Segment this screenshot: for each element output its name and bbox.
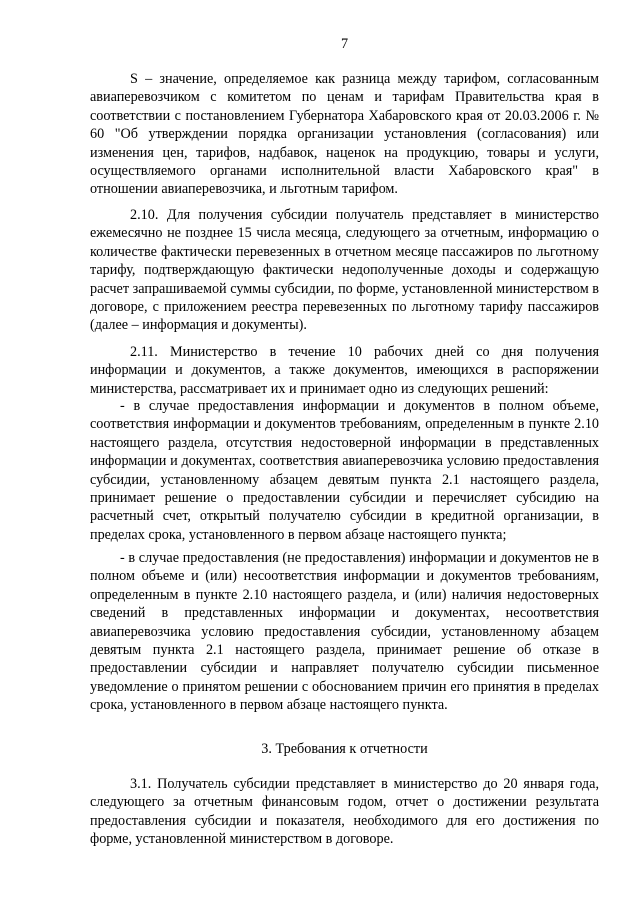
paragraph-2-10: 2.10. Для получения субсидии получатель представляет в министерство ежемесячно не позднее 15 числа месяца, следующего за отчетным, информацию о количестве фактически перевезенных в отчетном месяце пассажиров по льготному тарифу, подтверждающую фактически недополученные доходы и содержащую расчет запрашиваемой суммы субсидии, по форме, установленной министерством в договоре, с приложением реестра перевезенных по льготному тарифу пассажиров (далее – информация и документы). bbox=[90, 207, 599, 334]
paragraph-decision-grant: - в случае предоставления информации и документов в полном объеме, соответствия информации и документов требованиям, определенным в пункте 2.10 настоящего раздела, отсутствия недостоверной информации в представленных информации и документах, соответствия авиаперевозчика условию предоставления субсидии, установленному абзацем девятым пункта 2.1 настоящего раздела, принимает решение о предоставлении субсидии и перечисляет субсидию на расчетный счет, открытый получателю субсидии в кредитной организации, в пределах срока, установленного в первом абзаце настоящего пункта; bbox=[90, 398, 599, 543]
section-heading: 3. Требования к отчетности bbox=[261, 741, 428, 757]
paragraph-2-11: 2.11. Министерство в течение 10 рабочих дней со дня получения информации и документов, а также документов, имеющихся в распоряжении министерства, рассматривает их и принимает одно из следующих решений: bbox=[90, 344, 599, 397]
page-number: 7 bbox=[340, 36, 349, 52]
paragraph-decision-refusal: - в случае предоставления (не предоставления) информации и документов не в полном объеме и (или) несоответствия информации и документов требованиям, определенным в пункте 2.10 настоящего раздела, и (или) наличия недостоверных сведений в представленных информации и документах, несоответствия авиаперевозчика условию предоставления субсидии, установленному абзацем девятым пункта 2.1 настоящего раздела, принимает решение об отказе в предоставлении субсидии и направляет получателю субсидии письменное уведомление о принятом решении с обоснованием причин его принятия в пределах срока, установленного в первом абзаце настоящего пункта. bbox=[90, 550, 599, 714]
paragraph-3-1: 3.1. Получатель субсидии представляет в министерство до 20 января года, следующего за отчетным финансовым годом, отчет о достижении результата предоставления субсидии и показателя, необходимого для его достижения по форме, установленной министерством в договоре. bbox=[90, 776, 599, 848]
paragraph-s-definition: S – значение, определяемое как разница между тарифом, согласованным авиаперевозчиком с комитетом по ценам и тарифам Правительства края в соответствии с постановлением Губернатора Хабаровского края от 20.03.2006 г. № 60 "Об утверждении порядка организации установления (согласования) или изменения цен, тарифов, надбавок, наценок на продукцию, товары и услуги, осуществляемого органами исполнительной власти Хабаровского края" в отношении авиаперевозчика, и льготным тарифом. bbox=[90, 71, 599, 198]
